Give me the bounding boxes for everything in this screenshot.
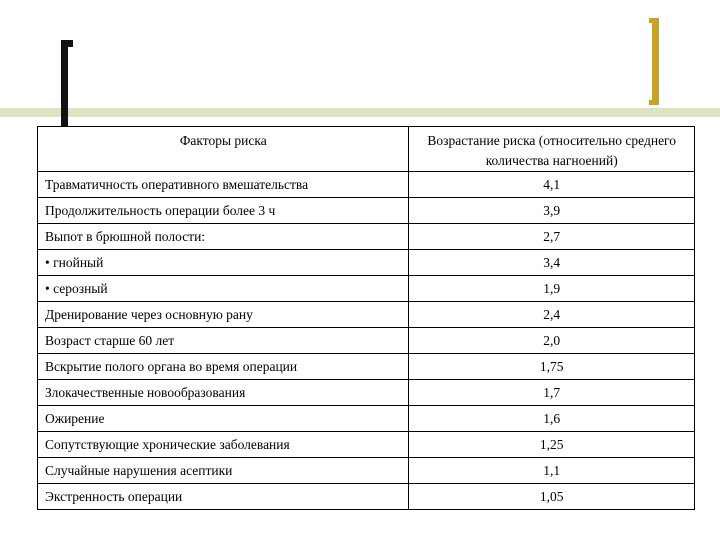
header-risk-factors: Факторы риска (38, 127, 409, 172)
table-row (38, 354, 695, 380)
value-cell: 3,9 (409, 198, 695, 224)
factor-cell: • серозный (38, 276, 409, 302)
factor-cell: Вскрытие полого органа во время операции (38, 354, 409, 380)
risk-factors-table (37, 126, 695, 510)
value-cell: 4,1 (409, 172, 695, 198)
value-cell: 2,4 (409, 302, 695, 328)
value-cell: 1,9 (409, 276, 695, 302)
factor-cell: Выпот в брюшной полости: (38, 224, 409, 250)
value-cell: 1,6 (409, 406, 695, 432)
factor-cell: Продолжительность операции более 3 ч (38, 198, 409, 224)
left-bracket-decoration (61, 40, 73, 135)
value-cell: 2,0 (409, 328, 695, 354)
factor-cell: • гнойный (38, 250, 409, 276)
table-row (38, 198, 695, 224)
table-row (38, 276, 695, 302)
table-row (38, 458, 695, 484)
table-row (38, 250, 695, 276)
table-row (38, 406, 695, 432)
decorative-band (0, 108, 720, 117)
table-header-row (38, 127, 695, 172)
value-cell: 2,7 (409, 224, 695, 250)
value-cell: 1,1 (409, 458, 695, 484)
factor-cell: Случайные нарушения асептики (38, 458, 409, 484)
table-row (38, 328, 695, 354)
value-cell: 1,05 (409, 484, 695, 510)
factor-cell: Злокачественные новообразования (38, 380, 409, 406)
header-risk-increase: Возрастание риска (относительно среднего количества нагноений) (409, 127, 695, 172)
right-bracket-decoration (649, 18, 659, 105)
table-row (38, 172, 695, 198)
factor-cell: Травматичность оперативного вмешательства (38, 172, 409, 198)
value-cell: 1,25 (409, 432, 695, 458)
factor-cell: Дренирование через основную рану (38, 302, 409, 328)
value-cell: 1,7 (409, 380, 695, 406)
factor-cell: Возраст старше 60 лет (38, 328, 409, 354)
value-cell: 1,75 (409, 354, 695, 380)
table-row (38, 380, 695, 406)
table-row (38, 484, 695, 510)
value-cell: 3,4 (409, 250, 695, 276)
factor-cell: Экстренность операции (38, 484, 409, 510)
factor-cell: Ожирение (38, 406, 409, 432)
factor-cell: Сопутствующие хронические заболевания (38, 432, 409, 458)
table-row (38, 302, 695, 328)
table-row (38, 224, 695, 250)
table-row (38, 432, 695, 458)
